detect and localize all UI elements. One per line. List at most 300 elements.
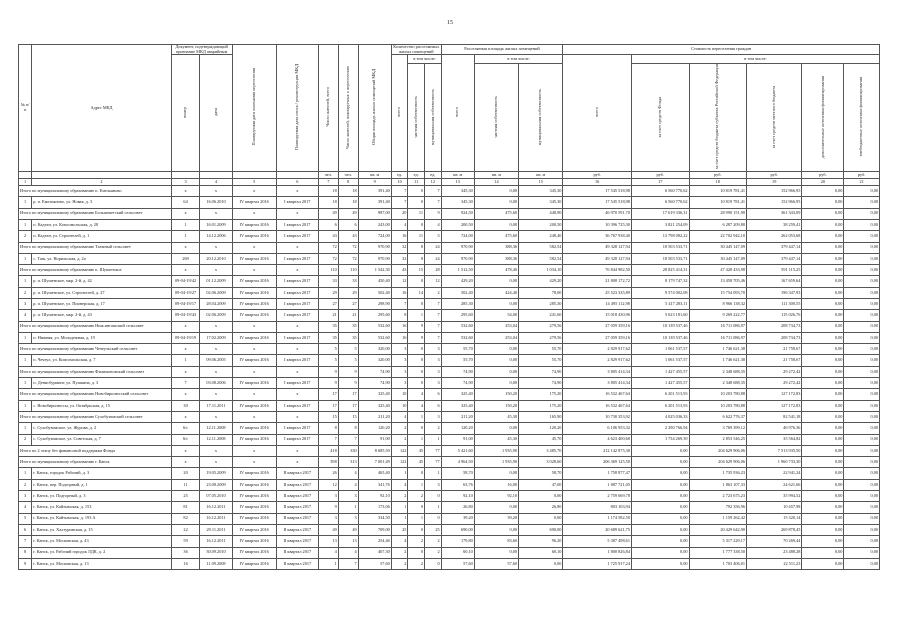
value-cell: 0,00 (474, 219, 518, 230)
value-cell: 5 (318, 355, 338, 366)
value-cell: 18 (338, 197, 358, 208)
value-cell: 196 347,93 (747, 287, 802, 298)
value-cell: 10 396 725,30 (563, 219, 632, 230)
value-cell: 1 935,90 (474, 457, 518, 468)
value-cell: 2 829 917,62 (563, 344, 632, 355)
planned-end-cell: x (232, 389, 276, 400)
value-cell: 0,00 (802, 468, 844, 479)
planned-end-cell: IV квартал 2016 (232, 197, 276, 208)
value-cell: 15 018 430,96 (563, 310, 632, 321)
doc-date-cell: 30.09.2010 (200, 547, 232, 558)
value-cell: 3 (425, 366, 442, 377)
value-cell: 120,20 (519, 423, 563, 434)
value-cell: 330 (338, 445, 358, 456)
column-index-cell: 11 (408, 179, 425, 186)
value-cell: 0,00 (474, 186, 518, 197)
subtotal-row (19, 389, 880, 400)
value-cell: 28 825 414,31 (631, 265, 689, 276)
planned-demolish-cell: x (276, 265, 318, 276)
address-cell: р. п. Емельяново, ул. Новая, д. 3 (32, 197, 171, 208)
address-cell: г. Канск, городок Рабочий, д. 3 (32, 468, 171, 479)
doc-number-cell: 16 (171, 558, 200, 569)
value-cell: 0 (408, 355, 425, 366)
value-cell: 0,00 (802, 276, 844, 287)
value-cell: 0,00 (474, 468, 518, 479)
value-cell: 2 853 546,25 (689, 434, 747, 445)
value-cell: 46 970 591,70 (563, 208, 632, 219)
value-cell: 724,00 (358, 231, 391, 242)
value-cell: 2 (391, 547, 408, 558)
doc-date-cell: 12.11.2008 (200, 423, 232, 434)
value-cell: 4 (391, 536, 408, 547)
value-cell: 1 (318, 558, 338, 569)
header-count-municipal: муниципальная собственность (425, 64, 442, 172)
value-cell: 10 819 781,41 (689, 186, 747, 197)
value-cell: 7 (338, 558, 358, 569)
doc-date-cell: 03.08.2006 (200, 378, 232, 389)
value-cell: 3 485,70 (519, 445, 563, 456)
doc-date-cell: x (200, 242, 232, 253)
value-cell: 4 964,50 (441, 457, 474, 468)
row-number: 5 (19, 513, 32, 524)
doc-number-cell: 1 (171, 355, 200, 366)
value-cell: 690,00 (441, 524, 474, 535)
subtotal-label: Итого по муниципальному образованию г. Канск (19, 457, 172, 468)
planned-end-cell: IV квартал 2016 (232, 253, 276, 264)
value-cell: 22 941,24 (747, 468, 802, 479)
value-cell: 29 (318, 287, 338, 298)
value-cell: 13 (338, 536, 358, 547)
value-cell: 9 (318, 378, 338, 389)
value-cell: 39,20 (474, 513, 518, 524)
value-cell: 502,40 (358, 287, 391, 298)
value-cell: 15 (338, 411, 358, 422)
value-cell: 0,00 (802, 186, 844, 197)
subtotal-label: Итого по муниципальному образованию Чечеульский сельсовет (19, 344, 172, 355)
planned-demolish-cell: x (276, 208, 318, 219)
value-cell: 325,40 (441, 389, 474, 400)
value-cell: 35 564,82 (747, 434, 802, 445)
planned-demolish-cell: I квартал 2017 (276, 423, 318, 434)
value-cell: 0,00 (844, 423, 880, 434)
value-cell: 4 623 400,60 (563, 434, 632, 445)
value-cell: 4 025 036,33 (631, 411, 689, 422)
value-cell: 1 758 877,47 (563, 468, 632, 479)
value-cell: 1 734 269,39 (631, 434, 689, 445)
planned-end-cell: IV квартал 2016 (232, 219, 276, 230)
value-cell: 582,54 (519, 253, 563, 264)
value-cell: 24 (425, 253, 442, 264)
value-cell: 0,00 (474, 197, 518, 208)
value-cell: 20 429 642,90 (689, 524, 747, 535)
value-cell: 77 (425, 457, 442, 468)
value-cell: 47 428 433,98 (689, 265, 747, 276)
header-area-private: частная собственность (474, 64, 518, 172)
value-cell: 14 (408, 287, 425, 298)
value-cell: 15 (408, 265, 425, 276)
address-cell: г. Канск, ул. Кайтымская, д. 153 (32, 502, 171, 513)
value-cell: 2 (391, 491, 408, 502)
value-cell: 0,00 (844, 491, 880, 502)
table-row (19, 434, 880, 445)
planned-demolish-cell: I квартал 2017 (276, 197, 318, 208)
table-row (19, 231, 880, 242)
value-cell: 16 (391, 321, 408, 332)
value-cell: 8 (408, 242, 425, 253)
value-cell: 16 532 467,64 (563, 389, 632, 400)
value-cell: 120,20 (441, 423, 474, 434)
unit-cell: кв. м (474, 172, 518, 179)
value-cell: 0,00 (802, 366, 844, 377)
value-cell: 0,00 (631, 457, 689, 468)
value-cell: 295,60 (358, 310, 391, 321)
value-cell: 2 759 669,78 (563, 491, 632, 502)
doc-date-cell: 17.11.2011 (200, 400, 232, 411)
value-cell: 388,36 (474, 242, 518, 253)
value-cell: 3 (391, 344, 408, 355)
row-number: 3 (19, 491, 32, 502)
value-cell: 0,00 (844, 287, 880, 298)
value-cell: 7 (391, 186, 408, 197)
column-index-cell: 7 (318, 179, 338, 186)
value-cell: 361 343,09 (747, 208, 802, 219)
value-cell: 43 (391, 265, 408, 276)
value-cell: 448,90 (519, 208, 563, 219)
value-cell: 0,00 (844, 445, 880, 456)
planned-end-cell: x (232, 457, 276, 468)
value-cell: 0,00 (631, 491, 689, 502)
value-cell: 47,00 (519, 479, 563, 490)
value-cell: 429,20 (519, 276, 563, 287)
value-cell: 243,00 (358, 219, 391, 230)
value-cell: 0,00 (844, 389, 880, 400)
value-cell: 2 829 917,62 (563, 355, 632, 366)
value-cell: 35 (338, 321, 358, 332)
value-cell: 0,00 (802, 457, 844, 468)
table-header (19, 45, 880, 186)
table-row (19, 310, 880, 321)
value-cell: 0,00 (474, 344, 518, 355)
doc-date-cell: 16.12.2011 (200, 513, 232, 524)
address-cell: р. п. Шушенское, мкр. 2-й, д. 42 (32, 276, 171, 287)
value-cell: 127 172,83 (747, 389, 802, 400)
doc-number-cell: 22 (171, 524, 200, 535)
value-cell: 29 272,42 (747, 378, 802, 389)
value-cell: 20 (391, 208, 408, 219)
value-cell: 16 711 086,97 (689, 332, 747, 343)
column-index-cell: 20 (802, 179, 844, 186)
value-cell: 16,00 (474, 479, 518, 490)
value-cell: 49 328 127,94 (563, 253, 632, 264)
value-cell: 1 (408, 411, 425, 422)
planned-end-cell: IV квартал 2016 (232, 400, 276, 411)
value-cell: 0,00 (802, 400, 844, 411)
value-cell: 0,00 (844, 197, 880, 208)
address-cell: г. Канск, ул. Подгорный, д. 3 (32, 491, 171, 502)
value-cell: 3 (391, 355, 408, 366)
address-cell: г. Канск, ул. Кайтымская, д. 193 А (32, 513, 171, 524)
table-row (19, 423, 880, 434)
value-cell: 24 621,66 (747, 479, 802, 490)
value-cell: 63,76 (441, 479, 474, 490)
value-cell: 16 711 086,97 (689, 321, 747, 332)
value-cell: 82 541,18 (747, 411, 802, 422)
row-number: 1 (19, 276, 32, 287)
value-cell: 0,00 (844, 231, 880, 242)
value-cell: 391,40 (358, 197, 391, 208)
value-cell: 10 730 353,92 (563, 411, 632, 422)
value-cell: 0 (408, 547, 425, 558)
value-cell: 49 328 127,94 (563, 242, 632, 253)
planned-end-cell: x (232, 411, 276, 422)
value-cell: 152 966,95 (747, 197, 802, 208)
value-cell: 2 (391, 434, 408, 445)
value-cell: 29 (338, 287, 358, 298)
subtotal-label: Итого по муниципальному образованию п. Емельяново (19, 186, 172, 197)
doc-date-cell: 19.05.2009 (200, 468, 232, 479)
unit-cell (276, 172, 318, 179)
value-cell: 3 (425, 344, 442, 355)
value-cell: 3 (391, 366, 408, 377)
value-cell: 45 (408, 445, 425, 456)
column-index-cell: 12 (425, 179, 442, 186)
doc-number-cell: 7 (171, 378, 200, 389)
planned-demolish-cell: x (276, 457, 318, 468)
value-cell: 1 512,50 (441, 265, 474, 276)
value-cell: 532,60 (441, 321, 474, 332)
doc-number-cell: 6/с (171, 434, 200, 445)
value-cell: 467,30 (358, 547, 391, 558)
planned-demolish-cell: II квартал 2017 (276, 513, 318, 524)
address-cell: п. Нижняя, ул. Молодежная, д. 19 (32, 332, 171, 343)
value-cell: 49 (318, 524, 338, 535)
value-cell: 46 976,36 (747, 423, 802, 434)
planned-end-cell: IV квартал 2016 (232, 355, 276, 366)
value-cell: 2 348 688,35 (689, 366, 747, 377)
value-cell: 27 059 359,16 (563, 332, 632, 343)
planned-demolish-cell: I квартал 2017 (276, 378, 318, 389)
header-cost-regional: за счет средств местного бюджета (747, 64, 802, 172)
doc-number-cell: 09-04-19/19 (171, 332, 200, 343)
value-cell: 0,00 (802, 547, 844, 558)
value-cell: 57,60 (474, 558, 518, 569)
row-number: 4 (19, 310, 32, 321)
value-cell: 3 (391, 378, 408, 389)
value-cell: 1 746 621,38 (689, 344, 747, 355)
value-cell: 72 (338, 253, 358, 264)
subtotal-row (19, 366, 880, 377)
header-residents-total: Число жителей, всего (318, 45, 338, 172)
value-cell: 298,90 (358, 298, 391, 309)
value-cell: 1 061 537,57 (631, 355, 689, 366)
value-cell: 18 (338, 186, 358, 197)
value-cell: 57,60 (441, 558, 474, 569)
value-cell: 74,90 (519, 366, 563, 377)
doc-number-cell: 30 (171, 400, 200, 411)
value-cell: 285,30 (519, 298, 563, 309)
value-cell: 0 (408, 298, 425, 309)
value-cell: 970,90 (358, 253, 391, 264)
value-cell: 211,20 (441, 411, 474, 422)
planned-end-cell: IV квартал 2016 (232, 468, 276, 479)
value-cell: 0,00 (844, 378, 880, 389)
value-cell: 7 (425, 186, 442, 197)
doc-number-cell: 11 (171, 479, 200, 490)
value-cell: 0 (408, 378, 425, 389)
value-cell: 38 259,41 (747, 219, 802, 230)
value-cell: 0,00 (844, 355, 880, 366)
value-cell: 49 (318, 208, 338, 219)
subtotal-row (19, 411, 880, 422)
doc-number-cell: 09-04-19/17 (171, 298, 200, 309)
value-cell: 0 (408, 344, 425, 355)
planned-end-cell: IV квартал 2016 (232, 310, 276, 321)
planned-end-cell: IV квартал 2016 (232, 491, 276, 502)
doc-date-cell: 17.02.2009 (200, 332, 232, 343)
value-cell: 1 (408, 310, 425, 321)
value-cell: 1 (408, 513, 425, 524)
doc-date-cell: 14.12.2006 (200, 231, 232, 242)
table-row (19, 468, 880, 479)
row-number: 1 (19, 355, 32, 366)
value-cell: 14 495 112,98 (563, 298, 632, 309)
planned-end-cell: IV квартал 2016 (232, 231, 276, 242)
table-row (19, 219, 880, 230)
value-cell: 5 (338, 355, 358, 366)
value-cell: 7 001,49 (358, 457, 391, 468)
planned-end-cell: IV квартал 2016 (232, 536, 276, 547)
row-number: 1 (19, 253, 32, 264)
value-cell: 0,00 (844, 411, 880, 422)
value-cell: 0 (408, 276, 425, 287)
value-cell: 20 689 621,75 (563, 524, 632, 535)
doc-number-cell: x (171, 457, 200, 468)
value-cell: 3 (318, 491, 338, 502)
column-index-cell: 6 (276, 179, 318, 186)
value-cell: 5 421,60 (441, 445, 474, 456)
column-index-cell: 5 (232, 179, 276, 186)
value-cell: 15 320,14 (747, 513, 802, 524)
value-cell: 21 808 172,72 (563, 276, 632, 287)
value-cell: 0,00 (519, 513, 563, 524)
value-cell: 0,00 (474, 547, 518, 558)
value-cell: 49 (338, 524, 358, 535)
value-cell: 1 725 917,24 (563, 558, 632, 569)
header-residents-planned: Число жителей, планируемых к переселению (338, 45, 358, 172)
value-cell: 3 821 254,09 (631, 219, 689, 230)
value-cell: 0,00 (844, 276, 880, 287)
header-cost-total: всего (563, 55, 632, 172)
value-cell: 13 458 705,46 (689, 276, 747, 287)
column-index-cell: 9 (358, 179, 391, 186)
doc-number-cell: x (171, 389, 200, 400)
value-cell: 582,54 (519, 242, 563, 253)
value-cell: 4 (338, 479, 358, 490)
value-cell: 1 (425, 502, 442, 513)
value-cell: 0 (408, 524, 425, 535)
value-cell: 5 (318, 344, 338, 355)
value-cell: 58,70 (441, 468, 474, 479)
planned-end-cell: IV квартал 2016 (232, 479, 276, 490)
value-cell: 0,00 (844, 547, 880, 558)
value-cell: 341,76 (358, 479, 391, 490)
value-cell: 26,80 (519, 502, 563, 513)
value-cell: 165,90 (519, 411, 563, 422)
doc-number-cell: 1 (171, 219, 200, 230)
value-cell: 26 (318, 468, 338, 479)
doc-date-cell: x (200, 445, 232, 456)
value-cell: 7 (425, 197, 442, 208)
planned-end-cell: x (232, 445, 276, 456)
value-cell: 28 (425, 265, 442, 276)
value-cell: 0,00 (802, 197, 844, 208)
value-cell: 532,60 (358, 321, 391, 332)
value-cell: 253,04 (474, 332, 518, 343)
value-cell: 0,00 (802, 208, 844, 219)
value-cell: 9 (425, 208, 442, 219)
address-cell: п. Кадтан, ул. Комсомольская, д. 28 (32, 219, 171, 230)
doc-date-cell: 07.05.2010 (200, 491, 232, 502)
value-cell: 0,00 (631, 468, 689, 479)
value-cell: 475,60 (474, 208, 518, 219)
value-cell: 9 269 222,77 (689, 310, 747, 321)
value-cell: 10 (391, 389, 408, 400)
value-cell: 325,40 (358, 400, 391, 411)
planned-demolish-cell: I квартал 2017 (276, 276, 318, 287)
doc-date-cell: 20.12.2010 (200, 253, 232, 264)
header-cost-group: Стоимость переселения граждан (563, 45, 880, 55)
value-cell: 398 (318, 457, 338, 468)
value-cell: 18 503 533,71 (631, 253, 689, 264)
doc-number-cell: 59 (171, 536, 200, 547)
value-cell: 0,00 (631, 445, 689, 456)
value-cell: 9 (338, 378, 358, 389)
value-cell: 7 (425, 321, 442, 332)
value-cell: 3 (338, 513, 358, 524)
unit-cell: ед. (408, 172, 425, 179)
value-cell: 0,00 (802, 332, 844, 343)
value-cell: 13 (318, 536, 338, 547)
value-cell: 0,00 (802, 321, 844, 332)
value-cell: 6 (425, 400, 442, 411)
value-cell: 10 139 537,46 (631, 321, 689, 332)
value-cell: 0,00 (844, 366, 880, 377)
value-cell: 0,00 (844, 524, 880, 535)
value-cell: 92,10 (441, 491, 474, 502)
value-cell: 17 (338, 400, 358, 411)
address-cell: п. Денисбурминг, ул. Пушкина, д. 3 (32, 378, 171, 389)
value-cell: 4 (338, 547, 358, 558)
address-cell: с. Таш, ул. Норильская, д. 2а (32, 253, 171, 264)
value-cell: 1 777 338,50 (689, 547, 747, 558)
planned-demolish-cell: I квартал 2017 (276, 332, 318, 343)
value-cell: 74,90 (358, 366, 391, 377)
value-cell: 5 (338, 344, 358, 355)
value-cell: 4 (425, 219, 442, 230)
units-row (19, 172, 880, 179)
doc-number-cell: x (171, 344, 200, 355)
planned-demolish-cell: II квартал 2017 (276, 558, 318, 569)
value-cell: 3 (425, 411, 442, 422)
value-cell: 0,00 (802, 445, 844, 456)
value-cell: 0,00 (474, 423, 518, 434)
doc-number-cell: 09-04-19/43 (171, 310, 200, 321)
value-cell: 11 (408, 208, 425, 219)
planned-demolish-cell: x (276, 242, 318, 253)
doc-date-cell: x (200, 389, 232, 400)
table-row (19, 355, 880, 366)
planned-end-cell: IV квартал 2016 (232, 298, 276, 309)
